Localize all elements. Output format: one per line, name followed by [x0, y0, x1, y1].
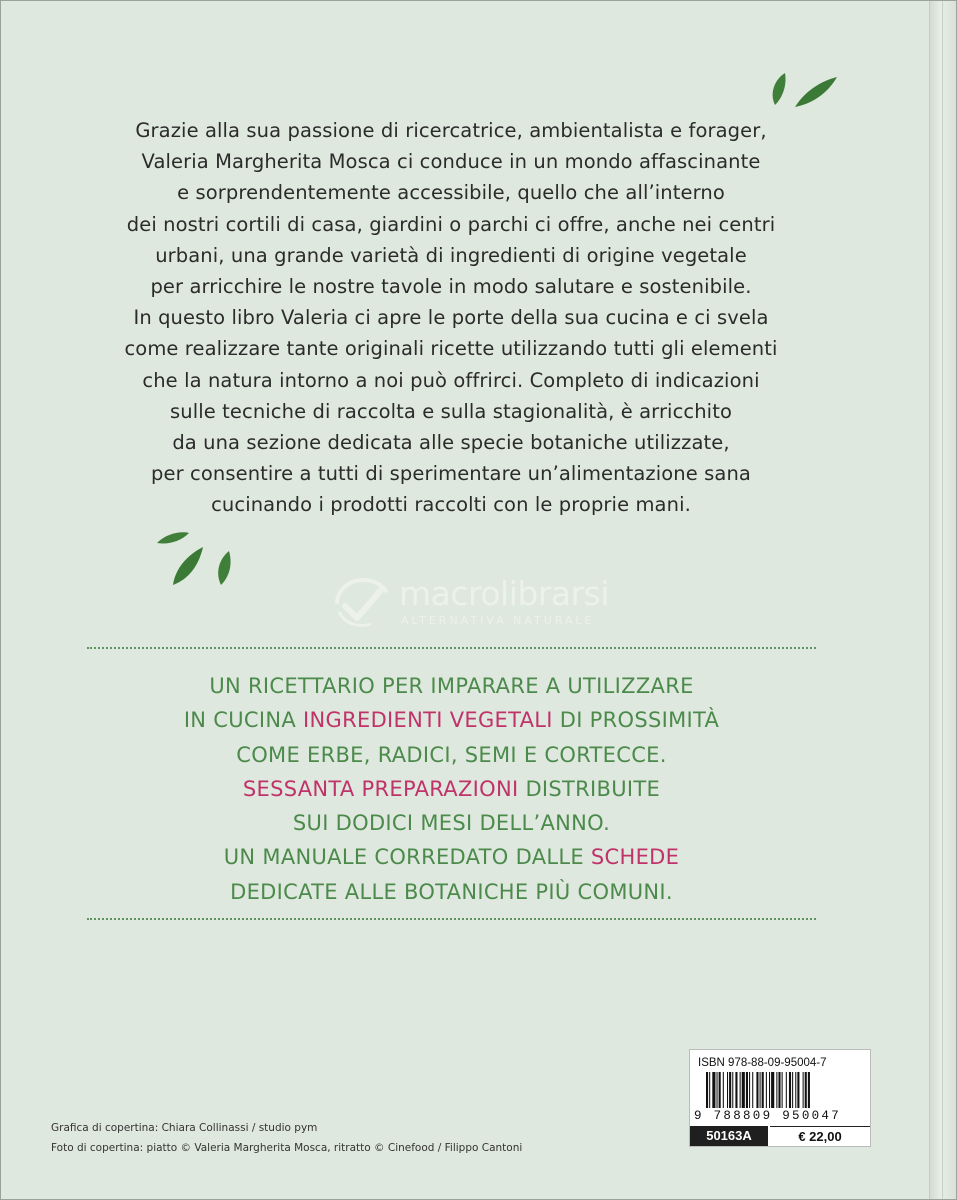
blurb-line: In questo libro Valeria ci apre le porte della sua cucina e ci svela: [133, 306, 769, 330]
barcode-bar: [797, 1072, 799, 1108]
credit-photo: Foto di copertina: piatto © Valeria Margherita Mosca, ritratto © Cinefood / Filippo Cantoni: [51, 1142, 523, 1154]
leaf-logo-icon: [331, 574, 395, 630]
barcode-bar: [792, 1072, 793, 1108]
blurb-line: e sorprendentemente accessibile, quello che all’interno: [177, 181, 725, 205]
tagline-highlight: INGREDIENTI VEGETALI: [303, 708, 553, 733]
tagline-segment: DI PROSSIMITÀ: [552, 708, 720, 733]
tagline-line: DEDICATE ALLE BOTANICHE PIÙ COMUNI.: [230, 879, 673, 904]
barcode-bar: [769, 1072, 770, 1108]
barcode-label: [689, 1049, 871, 1147]
watermark-subtitle: ALTERNATIVA NATURALE: [401, 614, 595, 627]
tagline-line: [87, 703, 816, 737]
tagline-segment: UN MANUALE CORREDATO DALLE: [223, 845, 591, 870]
product-code: 50163A: [690, 1126, 768, 1146]
blurb-line: sulle tecniche di raccolta e sulla stagionalità, è arricchito: [170, 399, 732, 423]
barcode-bar: [729, 1072, 731, 1108]
tagline-segment: IN CUCINA: [183, 708, 304, 733]
tagline-line: [87, 840, 816, 874]
tagline-segment: DISTRIBUITE: [518, 776, 661, 801]
barcode-bar: [766, 1072, 767, 1108]
barcode-bar: [706, 1072, 708, 1108]
barcode-bar: [752, 1072, 753, 1108]
blurb-line: Grazie alla sua passione di ricercatrice, ambientalista e forager,: [135, 119, 767, 142]
barcode-bar: [782, 1072, 783, 1108]
barcode-bar: [740, 1072, 741, 1108]
barcode-bar: [735, 1072, 737, 1108]
blurb-line: da una sezione dedicata alle specie botaniche utilizzate,: [172, 431, 730, 455]
price-tag: € 22,00: [770, 1126, 870, 1146]
barcode-bar: [786, 1072, 787, 1108]
barcode-bar: [727, 1072, 728, 1108]
tagline: [87, 669, 816, 909]
blurb-line: per arricchire le nostre tavole in modo salutare e sostenibile.: [150, 275, 752, 299]
leaf-icon: [765, 69, 841, 113]
barcode-bar: [709, 1072, 710, 1108]
barcode-bar: [719, 1072, 721, 1108]
barcode-bar: [760, 1072, 761, 1108]
barcode-bar: [742, 1072, 745, 1108]
divider-bottom: [87, 918, 816, 920]
blurb-line: dei nostri cortili di casa, giardini o parchi ci offre, anche nei centri: [126, 212, 776, 236]
blurb-line: Valeria Margherita Mosca ci conduce in un mondo affascinante: [141, 150, 761, 174]
barcode-bar: [803, 1072, 804, 1108]
barcode-bar: [808, 1072, 810, 1108]
credit-design: Grafica di copertina: Chiara Collinassi / studio pym: [51, 1122, 318, 1134]
barcode-bar: [795, 1072, 796, 1108]
blurb-line: cucinando i prodotti raccolti con le proprie mani.: [211, 493, 691, 517]
barcode-bar: [723, 1072, 724, 1108]
blurb-line: urbani, una grande varietà di ingredienti di origine vegetale: [155, 243, 747, 267]
tagline-line: SUI DODICI MESI DELL’ANNO.: [292, 811, 611, 836]
leaf-icon: [153, 525, 237, 589]
isbn-text: ISBN 978-88-09-95004-7: [698, 1057, 827, 1069]
barcode-bar: [749, 1072, 750, 1108]
tagline-line: COME ERBE, RADICI, SEMI E CORTECCE.: [236, 742, 667, 767]
barcode-bar: [712, 1072, 715, 1108]
barcode-bar: [778, 1072, 780, 1108]
barcode-bar: [746, 1072, 748, 1108]
barcode-bar: [756, 1072, 758, 1108]
ean-digits: 9 788809 950047: [694, 1109, 842, 1123]
watermark-name: macrolibrarsi: [399, 574, 610, 613]
blurb-line: per consentire a tutti di sperimentare un’alimentazione sana: [151, 462, 751, 486]
cover-credits: [51, 1118, 522, 1158]
blurb-line: come realizzare tante originali ricette utilizzando tutti gli elementi: [124, 337, 778, 361]
barcode-bar: [789, 1072, 791, 1108]
spine-crease: [942, 1, 943, 1199]
barcode-bar: [805, 1072, 807, 1108]
barcode-bar: [762, 1072, 764, 1108]
barcode-bar: [776, 1072, 777, 1108]
barcode-bar: [717, 1072, 718, 1108]
tagline-highlight: SESSANTA PREPARAZIONI: [242, 776, 519, 801]
watermark-logo: [331, 574, 641, 634]
tagline-line: [87, 772, 816, 806]
tagline-highlight: SCHEDE: [590, 845, 680, 870]
barcode-bar: [771, 1072, 774, 1108]
tagline-line: UN RICETTARIO PER IMPARARE A UTILIZZARE: [209, 674, 694, 698]
book-spine: [929, 1, 956, 1199]
blurb-text: [91, 115, 811, 521]
barcode-bar: [732, 1072, 733, 1108]
barcode-bars: [704, 1072, 856, 1108]
blurb-line: che la natura intorno a noi può offrirci. Completo di indicazioni: [142, 368, 760, 392]
divider-top: [87, 647, 816, 649]
